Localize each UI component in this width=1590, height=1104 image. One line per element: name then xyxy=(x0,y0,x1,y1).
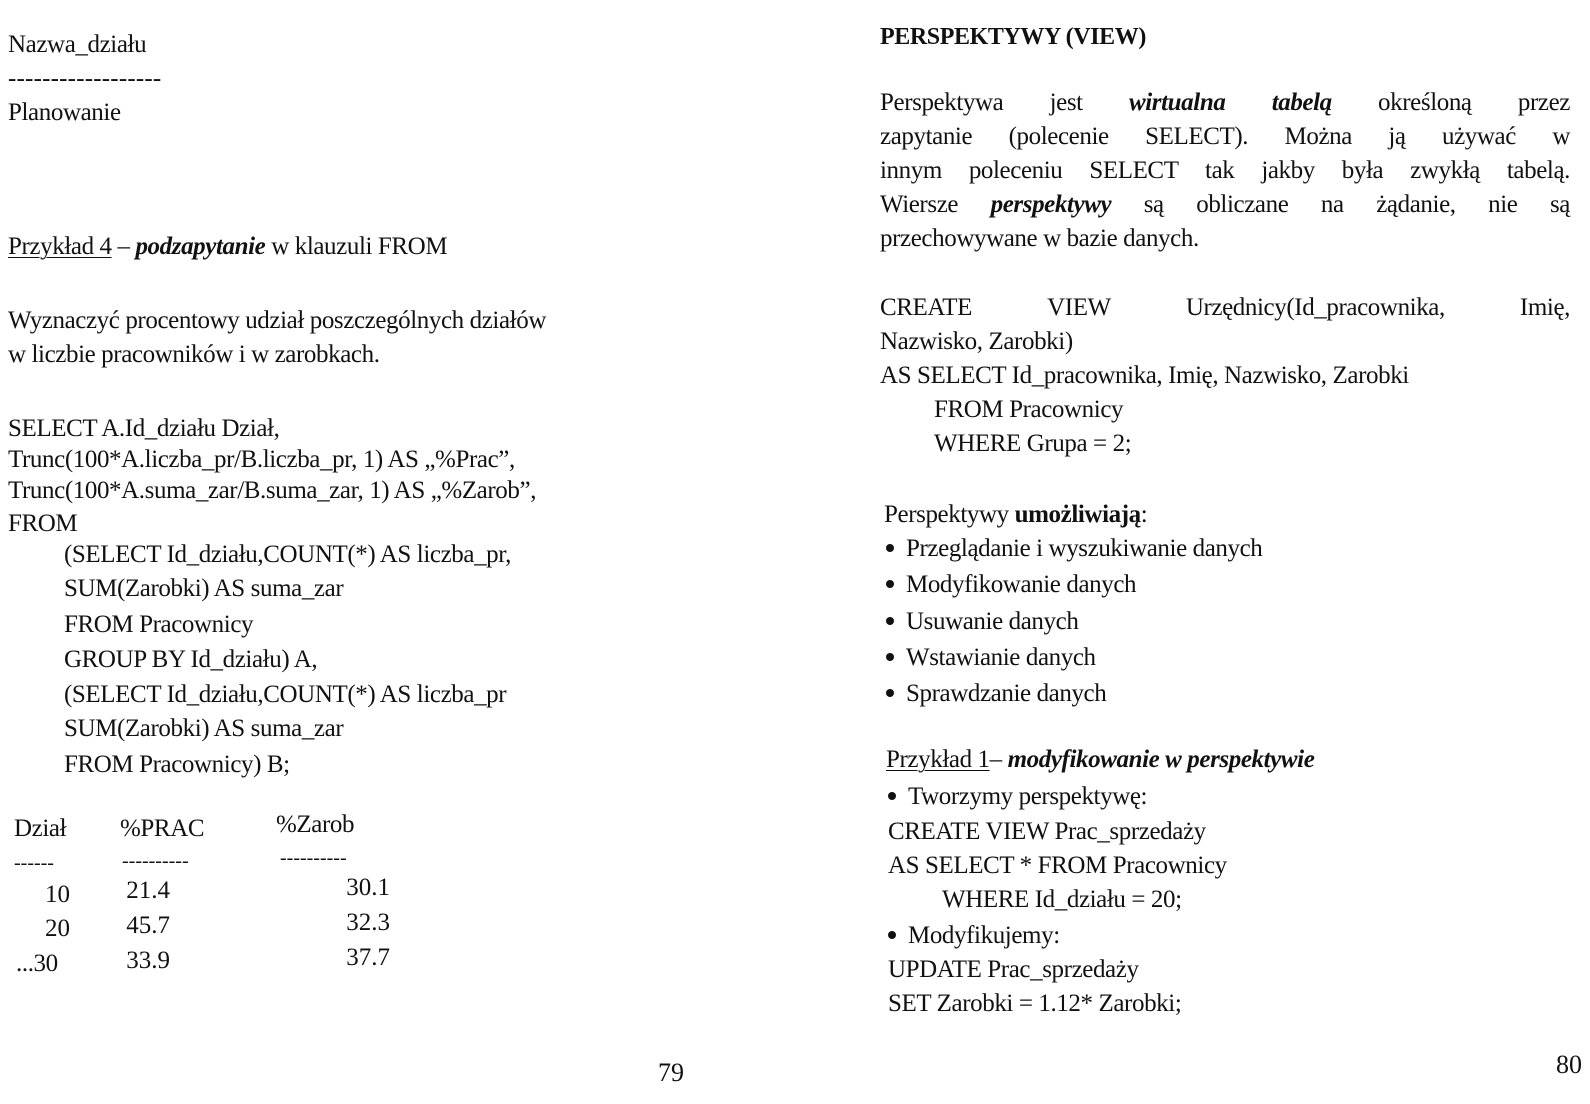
result-value: Planowanie xyxy=(8,99,121,126)
list-item-text: Przeglądanie i wyszukiwanie danych xyxy=(906,535,1263,562)
section-title: PERSPEKTYWY (VIEW) xyxy=(880,24,1146,50)
table-separator: ---------- xyxy=(280,847,347,869)
table-cell: 32.3 xyxy=(346,909,390,936)
example-rest: w klauzuli FROM xyxy=(265,233,448,260)
example-keyword: modyfikowanie w perspektywie xyxy=(1007,746,1315,773)
lead-text: Perspektywy xyxy=(884,501,1015,528)
intro-line-4 xyxy=(880,190,1570,220)
list-item xyxy=(886,643,1096,673)
table-cell: 30.1 xyxy=(346,874,390,901)
example-keyword: podzapytanie xyxy=(135,233,266,260)
intro-line-5: przechowywane w bazie danych. xyxy=(880,225,1199,252)
example-label: Przykład 4 xyxy=(8,233,112,260)
table-cell: ...30 xyxy=(16,950,58,977)
sql-line: FROM xyxy=(8,510,78,537)
intro-emphasis: perspektywy xyxy=(990,191,1112,218)
lead-colon: : xyxy=(1140,501,1148,528)
sql-line: SUM(Zarobki) AS suma_zar xyxy=(64,575,344,602)
bullet-icon xyxy=(886,617,894,625)
intro-text: Perspektywa jest xyxy=(880,89,1129,116)
table-separator: ---------- xyxy=(122,850,189,872)
table-cell: 10 xyxy=(45,881,70,908)
example-dash: – xyxy=(989,746,1008,773)
list-item xyxy=(886,607,1078,637)
table-header-zarob: %Zarob xyxy=(276,811,355,838)
sql-line: FROM Pracownicy) B; xyxy=(64,751,290,778)
example-dash: – xyxy=(111,233,136,260)
intro-text: Wiersze xyxy=(880,191,991,218)
example-sql-line: UPDATE Prac_sprzedaży xyxy=(888,956,1139,983)
sql-token: Imię, xyxy=(1519,294,1570,321)
right-page xyxy=(800,0,1590,1104)
example-sql-line: WHERE Id_działu = 20; xyxy=(942,886,1182,913)
table-separator: ------ xyxy=(14,852,54,874)
intro-text: są obliczane na żądanie, nie są xyxy=(1111,191,1570,218)
intro-line-2: zapytanie (polecenie SELECT). Można ją używać w xyxy=(880,123,1570,150)
table-header-prac: %PRAC xyxy=(120,815,205,842)
view-sql-line-2: Nazwisko, Zarobki) xyxy=(880,328,1073,355)
list-item-text: Usuwanie danych xyxy=(906,608,1079,635)
list-item xyxy=(886,679,1106,709)
list-item xyxy=(886,534,1262,564)
table-cell: 45.7 xyxy=(126,912,170,939)
table-header-dzial: Dział xyxy=(14,815,67,842)
list-item-text: Modyfikowanie danych xyxy=(906,571,1137,598)
table-cell: 20 xyxy=(45,915,70,942)
view-sql-line-1 xyxy=(880,293,1570,323)
result-column-header: Nazwa_działu xyxy=(8,31,147,58)
sql-line: (SELECT Id_działu,COUNT(*) AS liczba_pr xyxy=(64,681,507,708)
sql-token: VIEW xyxy=(1047,294,1111,321)
result-separator: ------------------ xyxy=(8,65,162,92)
bullet-icon xyxy=(886,544,894,552)
bullet-icon xyxy=(886,689,894,697)
table-cell: 37.7 xyxy=(346,944,390,971)
sql-token: Urzędnicy(Id_pracownika, xyxy=(1185,294,1445,321)
sql-line: FROM Pracownicy xyxy=(64,611,254,638)
example-label: Przykład 1 xyxy=(886,746,990,773)
list-item-text: Sprawdzanie danych xyxy=(906,680,1107,707)
example-heading xyxy=(8,232,447,262)
example-sql-line: SET Zarobki = 1.12* Zarobki; xyxy=(888,990,1182,1017)
example-heading xyxy=(886,745,1314,775)
sql-line: (SELECT Id_działu,COUNT(*) AS liczba_pr, xyxy=(64,541,512,568)
example-sql-line: CREATE VIEW Prac_sprzedaży xyxy=(888,818,1206,845)
step-item xyxy=(888,921,1060,951)
intro-text: określoną przez xyxy=(1331,89,1570,116)
lead-bold: umożliwiają xyxy=(1014,501,1141,528)
sql-line: SUM(Zarobki) AS suma_zar xyxy=(64,715,344,742)
intro-emphasis: wirtualna tabelą xyxy=(1128,89,1332,116)
list-item xyxy=(886,570,1136,600)
sql-line: Trunc(100*A.liczba_pr/B.liczba_pr, 1) AS „%Prac”, xyxy=(8,446,515,473)
intro-line-1 xyxy=(880,88,1570,118)
view-sql-line-5: WHERE Grupa = 2; xyxy=(934,430,1132,457)
list-item-text: Wstawianie danych xyxy=(906,644,1096,671)
sql-line: GROUP BY Id_działu) A, xyxy=(64,646,318,673)
example-sql-line: AS SELECT * FROM Pracownicy xyxy=(888,852,1227,879)
step-text: Modyfikujemy: xyxy=(908,922,1060,949)
intro-line-3: innym poleceniu SELECT tak jakby była zwykłą tabelą. xyxy=(880,157,1570,184)
table-cell: 21.4 xyxy=(126,877,170,904)
bullet-icon xyxy=(886,653,894,661)
task-line-2: w liczbie pracowników i w zarobkach. xyxy=(8,341,380,368)
sql-line: Trunc(100*A.suma_zar/B.suma_zar, 1) AS „%Zarob”, xyxy=(8,477,537,504)
sql-line: SELECT A.Id_działu Dział, xyxy=(8,415,280,442)
step-item xyxy=(888,782,1147,812)
bullet-icon xyxy=(888,792,896,800)
view-sql-line-3: AS SELECT Id_pracownika, Imię, Nazwisko, Zarobki xyxy=(880,362,1409,389)
bullet-icon xyxy=(888,931,896,939)
table-cell: 33.9 xyxy=(126,947,170,974)
step-text: Tworzymy perspektywę: xyxy=(908,783,1148,810)
sql-token: CREATE xyxy=(880,294,973,321)
bullet-icon xyxy=(886,580,894,588)
page-number-right: 80 xyxy=(1556,1050,1582,1079)
page-number-left: 79 xyxy=(658,1058,684,1087)
view-sql-line-4: FROM Pracownicy xyxy=(934,396,1124,423)
task-line-1: Wyznaczyć procentowy udział poszczególnych działów xyxy=(8,307,546,334)
capabilities-lead xyxy=(884,500,1147,530)
